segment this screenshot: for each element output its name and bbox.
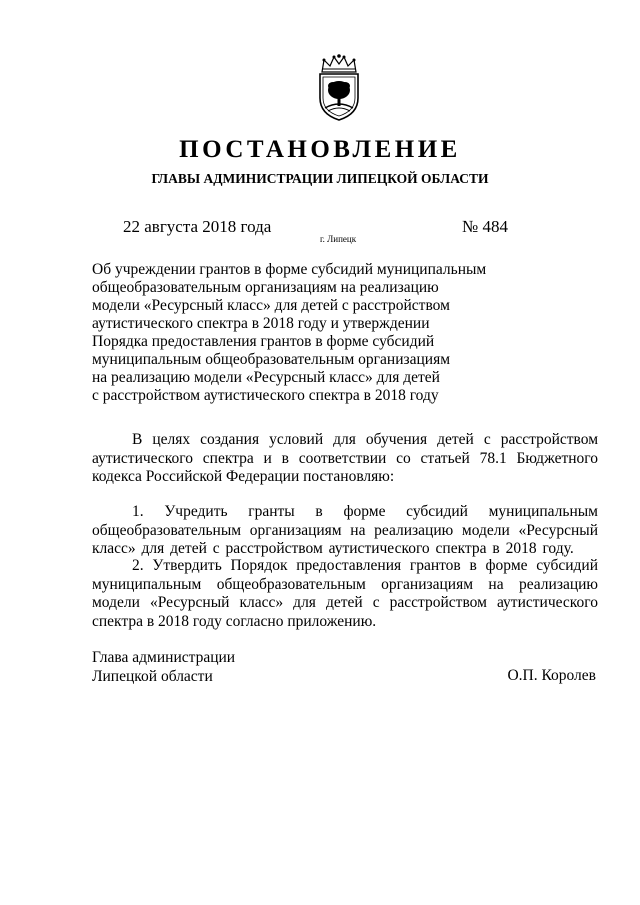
document-city: г. Липецк (320, 234, 357, 244)
document-subject (92, 261, 512, 405)
subject-line: аутистического спектра в 2018 году и утверждении (92, 315, 430, 332)
subject-line: общеобразовательным организациям на реализацию (92, 279, 439, 296)
document-date: 22 августа 2018 года (123, 217, 272, 236)
document-number: № 484 (462, 217, 508, 236)
document-type-title: ПОСТАНОВЛЕНИЕ (179, 136, 461, 163)
subject-line: на реализацию модели «Ресурсный класс» для детей (92, 369, 440, 386)
signatory-title (92, 649, 235, 686)
resolution-item-1: 1. Учредить гранты в форме субсидий муниципальным общеобразовательным организациям на реализацию модели «Ресурсный класс» для детей с расстройством аутистического спектра в 2018 году. (92, 503, 598, 557)
subject-line: с расстройством аутистического спектра в 2018 году (92, 387, 439, 404)
subject-line: Порядка предоставления грантов в форме субсидий (92, 333, 435, 350)
lipetsk-coat-of-arms-icon (314, 54, 364, 122)
signatory-title-line: Глава администрации (92, 649, 236, 666)
signatory-name: О.П. Королев (507, 667, 596, 684)
subject-line: модели «Ресурсный класс» для детей с расстройством (92, 297, 450, 314)
preamble-paragraph: В целях создания условий для обучения детей с расстройством аутистического спектра и в соответствии со статьей 78.1 Бюджетного кодекса Российской Федерации постановляю: (92, 431, 598, 485)
subject-line: Об учреждении грантов в форме субсидий муниципальным (92, 261, 487, 278)
subject-line: муниципальным общеобразовательным организациям (92, 351, 451, 368)
signatory-title-line: Липецкой области (92, 667, 213, 685)
resolution-item-2: 2. Утвердить Порядок предоставления грантов в форме субсидий муниципальным общеобразовательным организациям на реализацию модели «Ресурсный класс» для детей с расстройством аутистического спектра в 2018 году согласно приложению. (92, 557, 598, 630)
issuer-title: ГЛАВЫ АДМИНИСТРАЦИИ ЛИПЕЦКОЙ ОБЛАСТИ (151, 171, 489, 186)
